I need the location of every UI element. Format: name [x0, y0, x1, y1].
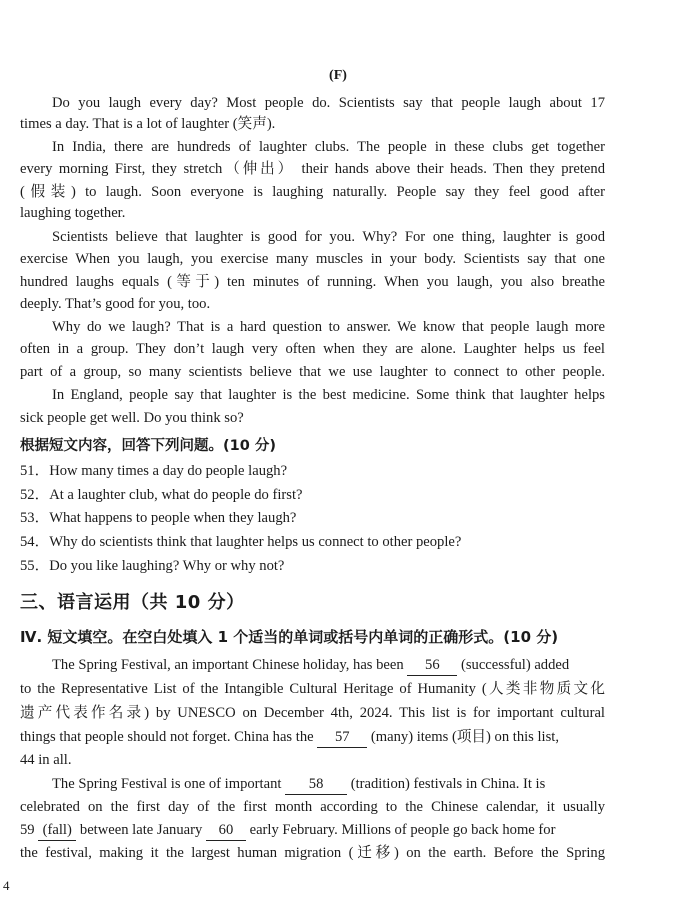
cloze-line: 44 in all. — [20, 752, 72, 768]
passage-line: Why do we laugh? That is a hard question to answer. We know that people laugh more — [52, 319, 605, 335]
cloze-text: (successful) added — [460, 657, 570, 673]
question-52: 52．At a laughter club, what do people do first? — [20, 487, 303, 503]
cloze-text: (many) items (项目) on this list, — [370, 729, 559, 745]
blank-60[interactable]: 60 — [206, 820, 246, 841]
passage-line: In India, there are hundreds of laughter clubs. The people in these clubs get together — [52, 139, 605, 155]
cloze-text: The Spring Festival, an important Chinese holiday, has been — [52, 657, 404, 673]
passage-line: times a day. That is a lot of laughter (笑声). — [20, 116, 276, 132]
passage-line: In England, people say that laughter is the best medicine. Some think that laughter helps — [52, 387, 605, 403]
passage-line: part of a group, so many scientists believe that we use laughter to connect to other people. — [20, 364, 605, 380]
blank-59[interactable] — [38, 820, 76, 841]
cloze-text: between late January — [79, 822, 203, 838]
passage-line: Do you laugh every day? Most people do. Scientists say that people laugh about 17 — [52, 95, 605, 111]
cloze-text: (tradition) festivals in China. It is — [350, 776, 546, 792]
questions-instruction: 根据短文内容，回答下列问题。(10 分) — [20, 438, 276, 454]
question-55: 55．Do you like laughing? Why or why not? — [20, 558, 285, 574]
cloze-line: the festival, making it the largest human migration (迁移) on the earth. Before the Spring — [20, 845, 605, 861]
cloze-line — [52, 655, 605, 676]
page-number: 4 — [3, 878, 10, 893]
cloze-line — [20, 820, 605, 841]
passage-line: laughing together. — [20, 205, 126, 221]
exercise-heading: Ⅳ. 短文填空。在空白处填入 1 个适当的单词或括号内单词的正确形式。(10 分) — [20, 628, 559, 646]
passage-line: sick people get well. Do you think so? — [20, 410, 244, 426]
question-54: 54．Why do scientists think that laughter helps us connect to other people? — [20, 534, 462, 550]
blank-58[interactable]: 58 — [285, 774, 347, 795]
cloze-line: 遗产代表作名录) by UNESCO on December 4th, 2024. This list is for important cultural — [20, 705, 605, 721]
cloze-line: celebrated on the first day of the first month according to the Chinese calendar, it usually — [20, 799, 605, 815]
blank-59-hint: (fall) — [42, 822, 72, 838]
passage-line: deeply. That’s good for you, too. — [20, 296, 211, 312]
cloze-line: to the Representative List of the Intangible Cultural Heritage of Humanity (人类非物质文化 — [20, 681, 605, 697]
cloze-text: early February. Millions of people go back home for — [249, 822, 556, 838]
cloze-text: The Spring Festival is one of important — [52, 776, 282, 792]
passage-line: Scientists believe that laughter is good for you. Why? For one thing, laughter is good — [52, 229, 605, 245]
passage-line: exercise When you laugh, you exercise many muscles in your body. Scientists say that one — [20, 251, 605, 267]
question-53: 53．What happens to people when they laugh? — [20, 510, 297, 526]
cloze-line — [20, 727, 605, 748]
passage-line: hundred laughs equals (等于) ten minutes of running. When you laugh, you also breathe — [20, 274, 605, 290]
section-heading: 三、语言运用（共 10 分） — [20, 592, 245, 613]
blank-57[interactable]: 57 — [317, 727, 367, 748]
blank-59-number: 59 — [20, 822, 35, 838]
passage-line: (假装) to laugh. Soon everyone is laughing naturally. People say they feel good after — [20, 184, 605, 200]
blank-56[interactable]: 56 — [407, 655, 457, 676]
passage-line: often in a group. They don’t laugh very often when they are alone. Laughter helps us feel — [20, 341, 605, 357]
cloze-line — [52, 774, 605, 795]
cloze-text: things that people should not forget. China has the — [20, 729, 314, 745]
passage-title: (F) — [329, 68, 347, 83]
passage-line: every morning First, they stretch（伸出） their hands above their heads. Then they pretend — [20, 161, 605, 177]
question-51: 51．How many times a day do people laugh? — [20, 463, 288, 479]
